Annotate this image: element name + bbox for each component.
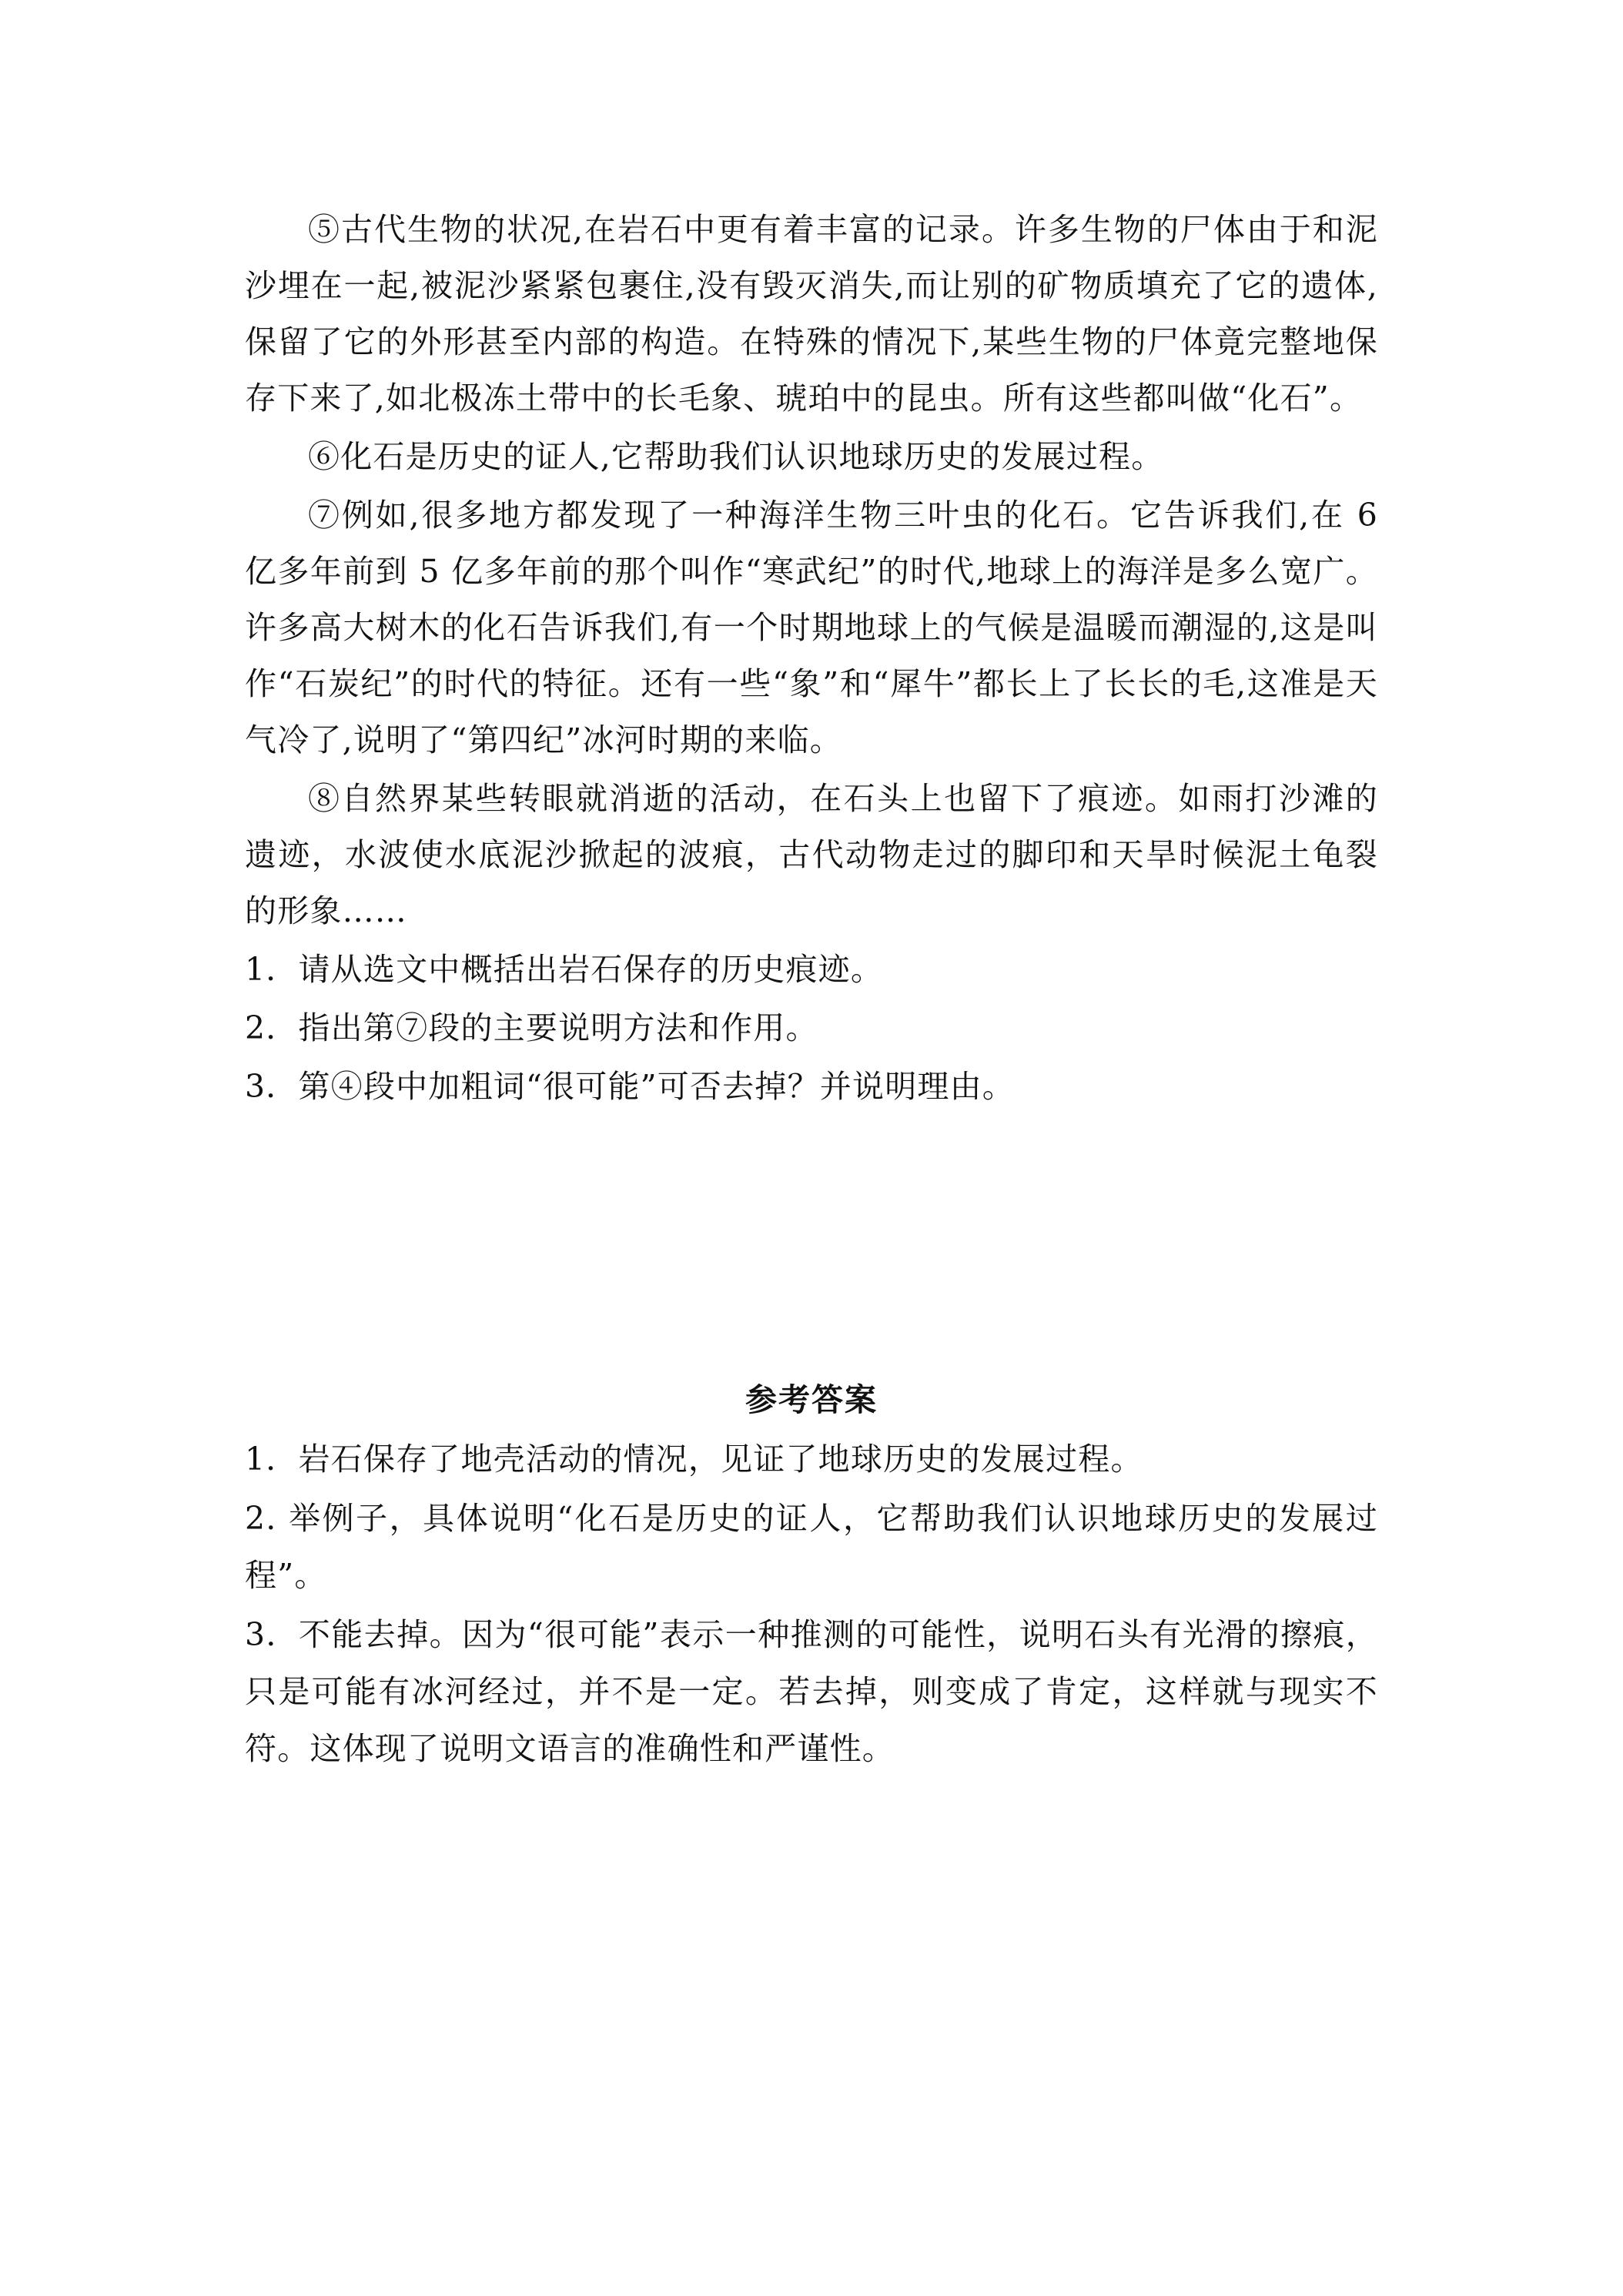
passage-section [245, 202, 1378, 1117]
question-3: 3．第④段中加粗词“很可能”可否去掉？并说明理由。 [245, 1068, 1016, 1105]
answer-1: 1．岩石保存了地壳活动的情况，见证了地球历史的发展过程。 [245, 1441, 1143, 1478]
passage-paragraph-8: ⑧自然界某些转眼就消逝的活动，在石头上也留下了痕迹。如雨打沙滩的遗迹，水波使水底泥沙掀起的波痕，古代动物走过的脚印和天旱时候泥土龟裂的形象…… [245, 780, 1378, 929]
question-list [245, 942, 1378, 1115]
answer-section-title: 参考答案 [745, 1381, 878, 1418]
answer-2: 2. 举例子，具体说明“化石是历史的证人，它帮助我们认识地球历史的发展过程”。 [245, 1500, 1378, 1594]
question-2: 2．指出第⑦段的主要说明方法和作用。 [245, 1009, 818, 1046]
passage-paragraph-6: ⑥化石是历史的证人,它帮助我们认识地球历史的发展过程。 [308, 438, 1164, 475]
question-1: 1．请从选文中概括出岩石保存的历史痕迹。 [245, 951, 884, 988]
answer-list [245, 1431, 1378, 1779]
passage-paragraph-5: ⑤古代生物的状况,在岩石中更有着丰富的记录。许多生物的尸体由于和泥沙埋在一起,被泥沙紧紧包裹住,没有毁灭消失,而让别的矿物质填充了它的遗体,保留了它的外形甚至内部的构造。在特殊的情况下,某些生物的尸体竟完整地保存下来了,如北极冻土带中的长毛象、琥珀中的昆虫。所有这些都叫做“化石”。 [245, 211, 1378, 417]
answer-3: 3．不能去掉。因为“很可能”表示一种推测的可能性，说明石头有光滑的擦痕，只是可能有冰河经过，并不是一定。若去掉，则变成了肯定，这样就与现实不符。这体现了说明文语言的准确性和严谨性。 [245, 1616, 1378, 1767]
passage-paragraph-7: ⑦例如,很多地方都发现了一种海洋生物三叶虫的化石。它告诉我们,在 6 亿多年前到 5 亿多年前的那个叫作“寒武纪”的时代,地球上的海洋是多么宽广。许多高大树木的化石告诉我们,有一个时期地球上的气候是温暖而潮湿的,这是叫作“石炭纪”的时代的特征。还有一些“象”和“犀牛”都长上了长长的毛,这准是天气冷了,说明了“第四纪”冰河时期的来临。 [245, 497, 1378, 758]
